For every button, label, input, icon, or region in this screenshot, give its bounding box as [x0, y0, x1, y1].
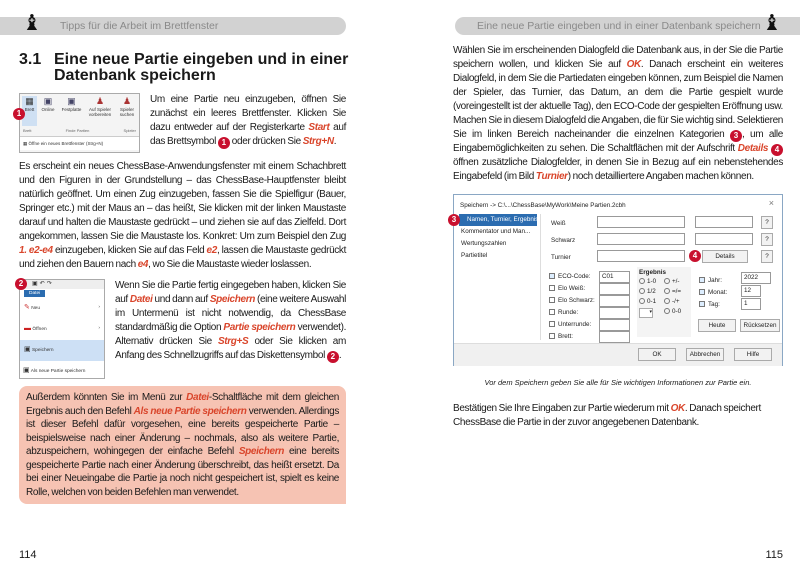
highlighted-term: Speichern [238, 446, 285, 457]
ribbon-item-online: ▣ Online [39, 96, 57, 126]
dialog-title: Speichern -> C:\...\ChessBase\MyWork\Meine Partien.2cbh [460, 202, 626, 209]
day-row[interactable]: Tag: [699, 299, 727, 311]
round-row[interactable]: Runde: [549, 307, 595, 319]
ribbon-tooltip: ▦ Öffne ein neues Brettfenster (Strg+N) [20, 136, 139, 150]
page-number-right: 115 [765, 549, 783, 561]
highlighted-term: OK [626, 59, 641, 70]
disk-search-icon: ▣ [67, 96, 76, 106]
section-number: 3.1 [19, 51, 42, 68]
year-row[interactable]: Jahr: [699, 275, 727, 287]
elo-white-row[interactable]: Elo Weiß: [549, 283, 595, 295]
text-run: Wenn Sie die Partie fertig eingegeben haben, klicken Sie auf [115, 280, 346, 305]
figure-caption: Vor dem Speichern geben Sie alle für Sie wichtigen Informationen zur Partie ein. [484, 378, 752, 387]
result-dropdown[interactable] [639, 308, 653, 318]
category-list [459, 214, 537, 340]
date-fields [699, 275, 727, 311]
chevron-right-icon: › [98, 305, 100, 310]
reset-button[interactable]: Rücksetzen [740, 319, 780, 332]
menu-item-oeffnen[interactable]: ▬ Öffnen › [24, 325, 100, 332]
close-icon[interactable]: × [768, 198, 774, 208]
text-run: Bestätigen Sie Ihre Eingaben zur Partie wiederum mit [453, 403, 671, 414]
divider [540, 214, 541, 340]
black-player-input[interactable] [597, 233, 685, 245]
highlighted-term: 1. e2-e4 [19, 245, 53, 256]
save-row [19, 279, 346, 379]
label-tournament: Turnier [551, 254, 571, 261]
folder-icon: ▬ [24, 325, 31, 332]
ribbon-screenshot [16, 93, 140, 153]
text-run: , wo Sie die Maustaste wieder loslassen. [148, 259, 312, 270]
text-run: . Danach erscheint ein weiteres Dialogfeld, in dem Sie die Partiedaten eingeben können, zum Beispiel die Namen der Spieler, das Turnier, das Datum, an dem die Partie gespielt wurde (voreingestellt ist der aktuelle Tag), den ECO-Code der gespielten Eröffnung usw. Machen Sie in diesem Dialogfeld die Angaben, die für Sie wichtig sind. Selektieren Sie im linken Bereich nacheinander die einzelnen Kategorien [453, 59, 783, 140]
tournament-help-button[interactable]: ? [761, 250, 773, 263]
result-radio[interactable]: -/+ [664, 298, 689, 305]
section-heading: 3.1 Eine neue Partie eingeben und in einer Datenbank speichern [19, 51, 349, 84]
ribbon-buttons [20, 94, 139, 128]
result-radio[interactable]: 1-0 [639, 278, 664, 285]
highlighted-term: Strg+N [302, 136, 334, 147]
paragraph-dialog-intro [453, 44, 783, 184]
elo-white-input[interactable] [599, 283, 630, 295]
result-radio[interactable]: 0-1 [639, 298, 664, 305]
result-radio[interactable]: =/= [664, 288, 689, 295]
page-number-left: 114 [19, 549, 37, 561]
menu-item-speichern[interactable]: ▣ Speichern [20, 340, 104, 361]
ribbon-item-spieler: ♟ Spieler suchen [116, 96, 138, 126]
text-run: oder Sie klicken am Anfang des Schnellzugriffs auf das Diskettensymbol [115, 336, 347, 361]
bishop-icon: ♝ [762, 11, 782, 36]
undo-icon[interactable]: ↶ [39, 281, 47, 287]
menu-item-als-neue-partie[interactable]: ▣ Als neue Partie speichern [23, 367, 86, 374]
result-radio[interactable]: 1/2 [639, 288, 664, 295]
pen-icon: ✎ [24, 304, 30, 311]
cancel-button[interactable]: Abbrechen [686, 348, 724, 361]
highlighted-term: Start [308, 122, 330, 133]
elo-black-row[interactable]: Elo Schwarz: [549, 295, 595, 307]
text-run: eine bereits gespeicherte Partie nach einer Änderung überschreibt, das heißt ersetzt. Da bei einer Neueingabe die Partie ja noch nicht gespeichert ist, spielt es keine Rolle, welchen von beiden Befehlen man verwendet. [26, 446, 339, 498]
eco-row[interactable]: ECO-Code: [549, 271, 595, 283]
elo-black-input[interactable] [599, 295, 630, 307]
dialog-footer [454, 343, 782, 366]
left-page-column [16, 44, 349, 562]
highlighted-term: Turnier [535, 171, 568, 182]
callout-badge-2: 2 [15, 278, 27, 290]
year-stepper[interactable]: 2022 [741, 272, 771, 284]
file-menu-screenshot [19, 279, 105, 379]
chevron-right-icon: › [98, 326, 100, 331]
ribbon-groups: Brett Finde Partien Spieler [23, 128, 136, 133]
chevron-down-icon: ▾ [649, 309, 652, 315]
text-run: . [333, 136, 337, 147]
menu-item-neu[interactable]: ✎ Neu › [24, 304, 100, 311]
ribbon-item-brett: ▦ Brett [22, 96, 37, 126]
day-stepper[interactable]: 1 [741, 298, 761, 310]
result-radio[interactable]: 0-0 [664, 308, 689, 318]
text-run: verwendet). Alternativ drücken Sie [115, 322, 347, 347]
white-player-input[interactable] [597, 216, 685, 228]
category-partietitel[interactable]: Partietitel [461, 252, 488, 259]
floppy-icon: ▣ [24, 346, 31, 353]
callout-badge-3: 3 [448, 214, 460, 226]
running-header-left: Tipps für die Arbeit im Brettfenster [0, 17, 346, 35]
text-run: Wählen Sie im erscheinenden Dialogfeld die Datenbank aus, in der Sie die Partie speichern wollen, und klicken Sie auf [453, 45, 783, 70]
text-run: auf das Brettsymbol [150, 122, 347, 147]
highlighted-term: Als neue Partie speichern [133, 405, 247, 417]
ribbon-item-vorbereiten: ♟ Auf Spieler vorbereiten [86, 96, 114, 126]
label-black: Schwarz [551, 237, 576, 244]
note-text [26, 391, 339, 499]
player-search-icon: ♟ [122, 96, 132, 106]
month-stepper[interactable]: 12 [741, 285, 761, 297]
intro-row [16, 93, 347, 153]
redo-icon[interactable]: ↷ [46, 281, 54, 287]
tournament-input[interactable] [597, 250, 685, 262]
text-run: oder drücken Sie [229, 136, 303, 147]
text-run: und dann auf [152, 294, 210, 305]
text-run: einzugeben, klicken Sie auf das Feld [52, 245, 207, 256]
text-run: -Schaltfläche mit dem gleichen Ergebnis auch den Befehl [26, 392, 339, 417]
eco-input[interactable]: C01 [599, 271, 630, 283]
category-namen[interactable]: Namen, Turnier, Ergebnis [459, 214, 537, 226]
highlighted-term: Partie speichern [223, 322, 296, 333]
board-row[interactable]: Brett: [549, 331, 595, 343]
text-run: verwenden. Allerdings ist dieser Befehl dafür vorgesehen, eine bereits gespeicherte Partie – beispielsweise nach einer Änderung – nochmals, also als weitere Partie, abzuspeichern, wohingegen der einfache Befehl [26, 405, 339, 457]
label-white: Weiß [551, 220, 566, 227]
category-kommentator[interactable]: Kommentator und Man... [461, 228, 531, 235]
highlighted-term: Datei [129, 294, 153, 305]
subround-input[interactable] [599, 319, 630, 331]
text-run: Außerdem könnten Sie im Menü zur [26, 392, 187, 403]
paragraph-move-input [19, 160, 346, 272]
details-button[interactable]: Details [702, 250, 748, 263]
highlighted-term: Speichern [209, 294, 256, 305]
ok-button[interactable]: OK [638, 348, 676, 361]
result-group [637, 267, 691, 337]
callout-badge: 3 [730, 130, 742, 142]
text-run: Es erscheint ein neues ChessBase-Anwendungsfenster mit einem Schachbrett und den Figuren in der Grundstellung – das ChessBase-Hauptfenster bleibt natürlich geöffnet. Um einen Zug einzugeben, fassen Sie die Spielfigur (Bauer, Springer etc.) mit der Maus an – das heißt, Sie klicken mit der linken Maustaste darauf und halten die Maustaste gedrückt – und ziehen sie auf das Zielfeld. Dort angekommen, lassen Sie die Maustaste los. Konkret: Um zum Beispiel den Zug [19, 161, 346, 242]
subround-row[interactable]: Unterrunde: [549, 319, 595, 331]
highlighted-term: OK [670, 403, 685, 414]
optional-fields [549, 271, 595, 343]
text-run: ) noch detailliertere Angaben machen können. [567, 171, 754, 182]
quick-access-toolbar [20, 280, 104, 289]
board-icon: ▦ [25, 96, 34, 106]
paragraph-save [115, 279, 346, 363]
bishop-icon: ♝ [22, 11, 42, 36]
highlighted-term: e4 [137, 259, 149, 270]
black-help-button[interactable]: ? [761, 233, 773, 246]
text-run: öffnen zusätzliche Dialogfelder, in denen Sie in Bezug auf ein nebenstehendes Eingabefeld (im Bild [453, 157, 783, 182]
round-input[interactable] [599, 307, 630, 319]
callout-badge: 2 [327, 351, 339, 363]
text-run: . [338, 350, 342, 361]
month-row[interactable]: Monat: [699, 287, 727, 299]
help-button[interactable]: Hilfe [734, 348, 772, 361]
paragraph-confirm [453, 402, 783, 430]
category-wertungszahlen[interactable]: Wertungszahlen [461, 240, 507, 247]
board-icon: ▦ [23, 141, 28, 146]
text-run: , lassen die Maustaste gedrückt und ziehen den Bauern nach [19, 245, 347, 270]
board-input[interactable] [599, 331, 630, 343]
note-box [19, 386, 346, 504]
callout-badge: 4 [771, 144, 783, 156]
callout-badge: 1 [218, 137, 230, 149]
floppy-icon[interactable]: ▣ [32, 281, 40, 287]
text-run: Um eine Partie neu einzugeben, öffnen Sie zunächst ein leeres Brettfenster. Klicken Sie dazu entweder auf der Registerkarte [150, 94, 346, 133]
ribbon-item-festplatte: ▣ Festplatte [59, 96, 84, 126]
callout-badge-1: 1 [13, 108, 25, 120]
text-run: (eine weitere Auswahl im Untermenü ist nicht notwendig, da ChessBase standardmäßig die Option [115, 294, 347, 333]
today-button[interactable]: Heute [698, 319, 736, 332]
right-page-column [453, 44, 783, 562]
datei-tab[interactable]: Datei [24, 290, 45, 297]
highlighted-term: Details [737, 143, 769, 154]
callout-badge-4: 4 [689, 250, 701, 262]
highlighted-term: Datei [186, 392, 209, 403]
database-icon: ▣ [43, 96, 53, 106]
highlighted-term: e2 [206, 245, 217, 256]
save-game-dialog [453, 194, 783, 366]
result-radio[interactable]: +/- [664, 278, 689, 285]
highlighted-term: Strg+S [217, 336, 249, 347]
white-help-button[interactable]: ? [761, 216, 773, 229]
text-run: . Danach speichert ChessBase die Partie in der zuvor angegebenen Datenbank. [453, 403, 761, 428]
floppy-icon: ▣ [23, 367, 30, 374]
paragraph-intro [150, 93, 346, 149]
player-icon: ♟ [95, 96, 105, 106]
black-firstname-input[interactable] [695, 233, 753, 245]
text-run: , um alle Eingabemöglichkeiten zu sehen. Die Schaltflächen mit der Aufschrift [453, 129, 783, 154]
running-header-right: Eine neue Partie eingeben und in einer Datenbank speichern [455, 17, 800, 35]
label-result: Ergebnis [639, 269, 666, 276]
white-firstname-input[interactable] [695, 216, 753, 228]
